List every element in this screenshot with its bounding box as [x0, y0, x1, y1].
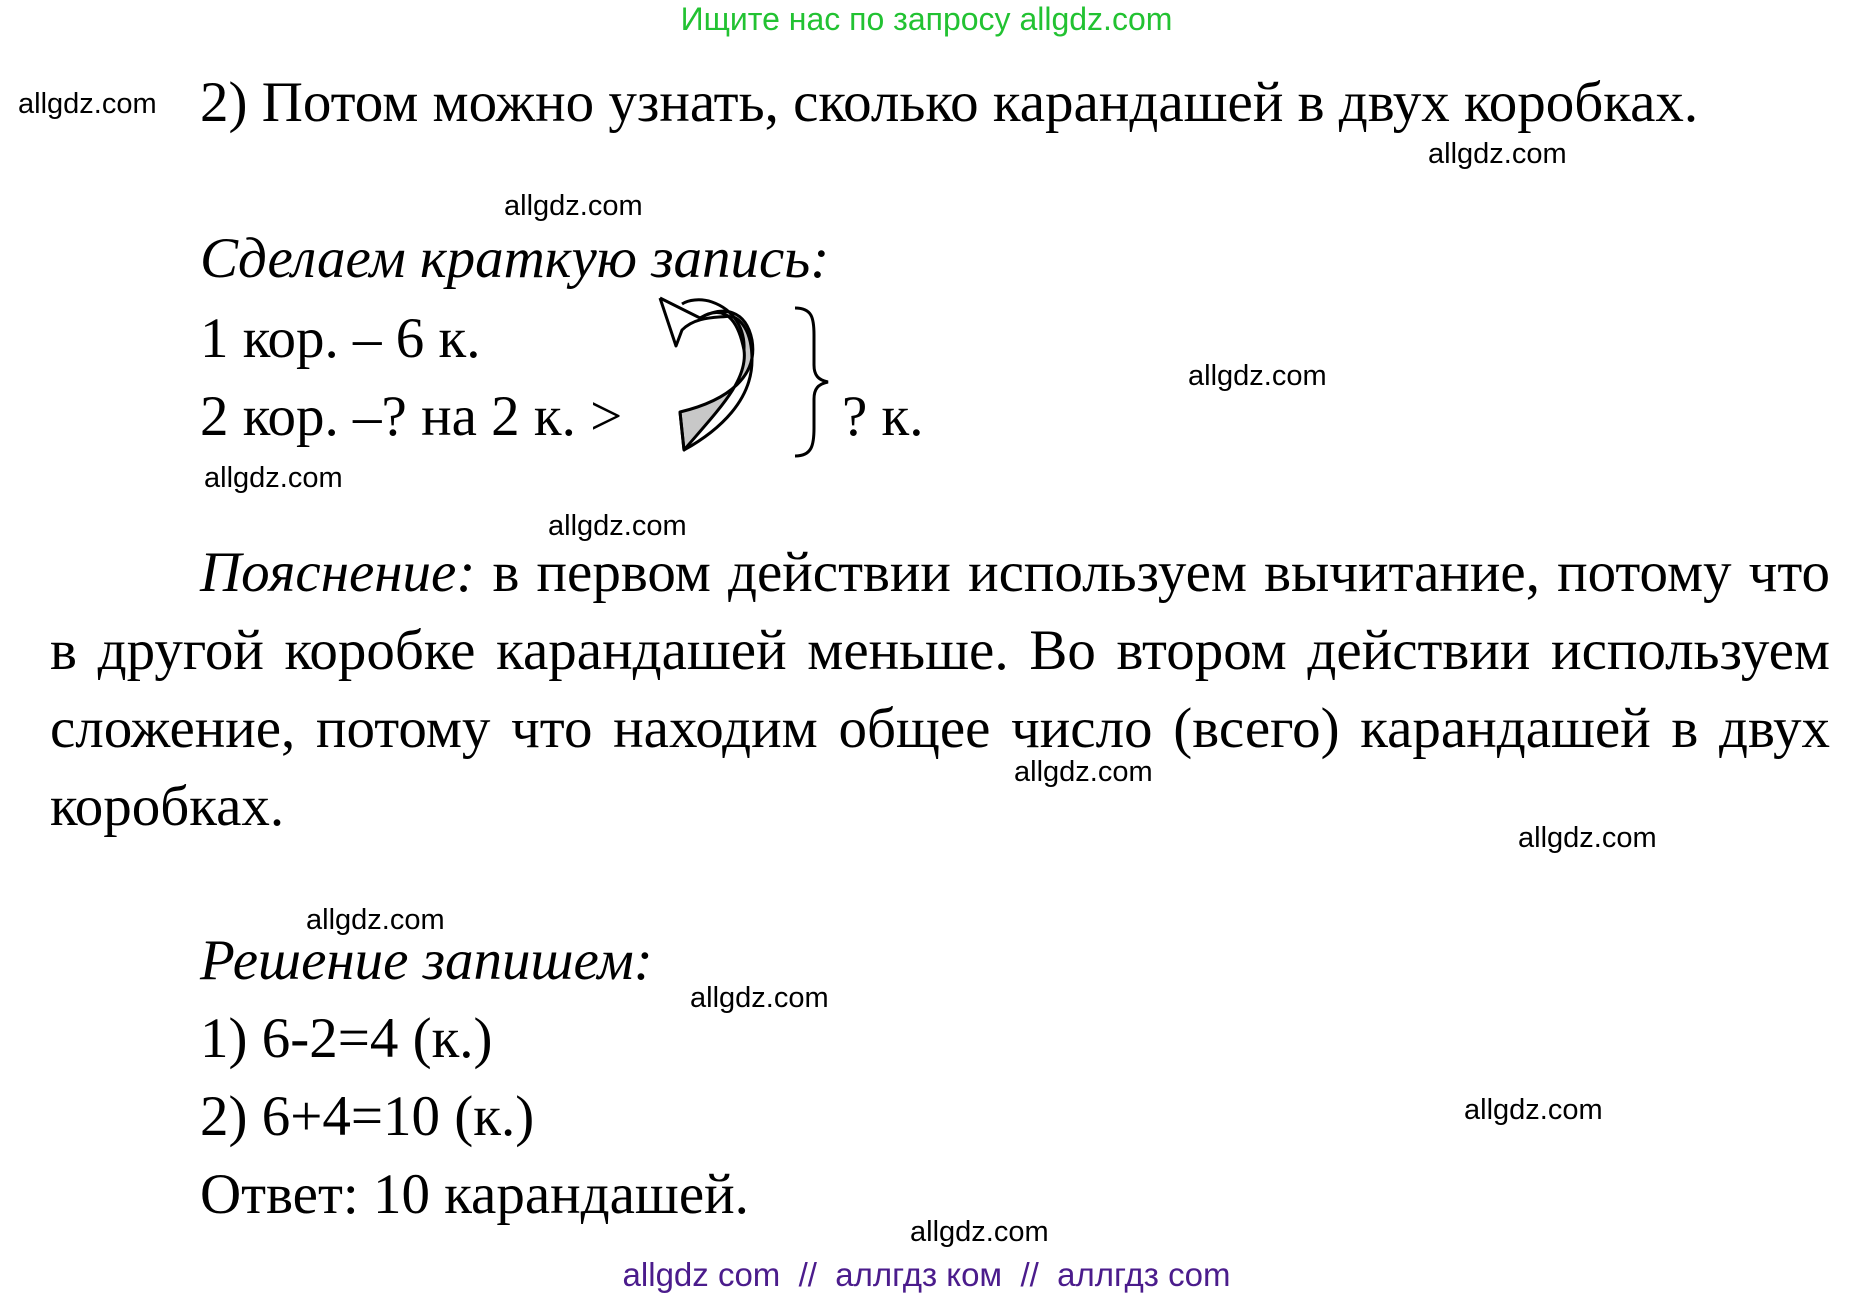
watermark: allgdz.com: [18, 88, 157, 120]
watermark: allgdz.com: [1428, 138, 1567, 170]
watermark: allgdz.com: [204, 462, 343, 494]
bottom-banner: allgdz com // аллгдз ком // аллгдз com: [622, 1256, 1231, 1293]
watermark: allgdz.com: [1014, 756, 1153, 788]
explanation-text: в первом действии используем вычитание, потому что в другой коробке карандашей меньше. Во втором действии используем сложение, потому что находим общее число (всего) карандашей в двух коробках.: [50, 541, 1830, 838]
curved-arrow-icon: [660, 298, 753, 450]
watermark: allgdz.com: [910, 1216, 1049, 1248]
short-note-line-1: 1 кор. – 6 к.: [200, 307, 481, 370]
solution-step-2: 2) 6+4=10 (к.): [200, 1085, 535, 1148]
watermark: allgdz.com: [1464, 1094, 1603, 1126]
watermark: allgdz.com: [504, 190, 643, 222]
intro-line: 2) Потом можно узнать, сколько карандашей в двух коробках.: [200, 71, 1699, 134]
explanation-lead: Пояснение:: [200, 541, 476, 604]
short-note-line-2: 2 кор. –? на 2 к. >: [200, 385, 623, 448]
solution-step-1: 1) 6-2=4 (к.): [200, 1007, 493, 1070]
watermark: allgdz.com: [1518, 822, 1657, 854]
watermark: allgdz.com: [548, 510, 687, 542]
curly-brace-icon: [795, 308, 828, 456]
solution-answer: Ответ: 10 карандашей.: [200, 1163, 749, 1226]
watermark: allgdz.com: [306, 904, 445, 936]
explanation-paragraph: [50, 534, 1830, 846]
watermark: allgdz.com: [1188, 360, 1327, 392]
solution-heading: Решение запишем:: [200, 929, 653, 992]
short-note-heading: Сделаем краткую запись:: [200, 227, 830, 290]
watermark: allgdz.com: [690, 982, 829, 1014]
top-banner: Ищите нас по запросу allgdz.com: [680, 1, 1173, 37]
short-note-total: ? к.: [842, 385, 924, 448]
